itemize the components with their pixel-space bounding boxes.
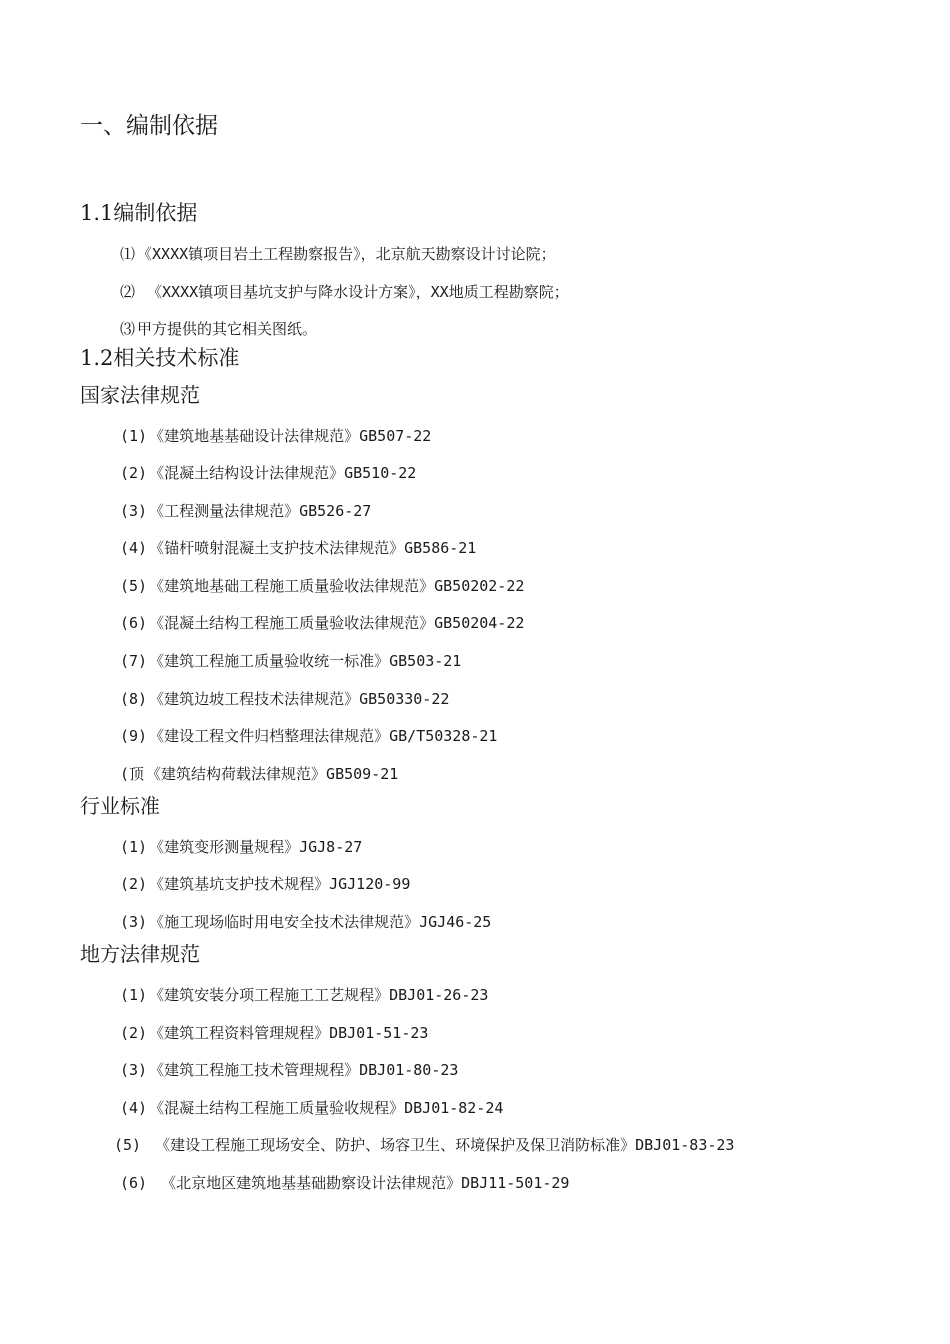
subsection-title-national: 国家法律规范 bbox=[80, 383, 200, 407]
subsection-title-local: 地方法律规范 bbox=[80, 942, 200, 966]
list-item-number: ⑴ bbox=[120, 245, 136, 263]
list-item-text: 《混凝土结构设计法律规范》GB510-22 bbox=[149, 464, 417, 482]
list-item-number: (6) bbox=[120, 614, 148, 632]
list-item bbox=[120, 1172, 569, 1194]
list-item-number: (1) bbox=[120, 986, 148, 1004]
list-item bbox=[120, 243, 556, 265]
list-item bbox=[120, 650, 461, 672]
list-item-number: (7) bbox=[120, 652, 148, 670]
list-item bbox=[120, 725, 497, 747]
list-item-text: 《建筑变形测量规程》JGJ8-27 bbox=[149, 838, 363, 856]
list-item-number: (2) bbox=[120, 875, 148, 893]
section-title-1-2: 1.2相关技术标准 bbox=[80, 346, 240, 370]
section-title-1-1: 1.1编制依据 bbox=[80, 201, 198, 225]
list-item-number: (3) bbox=[120, 913, 148, 931]
list-item-text: 《工程测量法律规范》GB526-27 bbox=[149, 502, 372, 520]
list-item-text: 《建筑工程施工技术管理规程》DBJ01-80-23 bbox=[149, 1061, 459, 1079]
list-item-text: 《建筑工程资料管理规程》DBJ01-51-23 bbox=[149, 1024, 429, 1042]
list-item-text: 《混凝土结构工程施工质量验收法律规范》GB50204-22 bbox=[149, 614, 525, 632]
list-item-text: 《建筑边坡工程技术法律规范》GB50330-22 bbox=[149, 690, 450, 708]
list-item-number: (3) bbox=[120, 502, 148, 520]
list-item-text: 《建设工程施工现场安全、防护、场容卫生、环境保护及保卫消防标准》DBJ01-83-23 bbox=[155, 1136, 735, 1154]
list-item bbox=[120, 688, 449, 710]
list-item-text: 《混凝土结构工程施工质量验收规程》DBJ01-82-24 bbox=[149, 1099, 504, 1117]
page-title: 一、编制依据 bbox=[80, 113, 218, 139]
list-item bbox=[120, 1097, 503, 1119]
list-item-text: 《XXXX镇项目岩土工程勘察报告》，北京航天勘察设计讨论院； bbox=[137, 245, 556, 263]
subsection-title-industry: 行业标准 bbox=[80, 794, 160, 818]
list-item bbox=[120, 425, 431, 447]
list-item-number: (5) bbox=[120, 577, 148, 595]
list-item-text: 《建筑地基础工程施工质量验收法律规范》GB50202-22 bbox=[149, 577, 525, 595]
list-item bbox=[120, 873, 410, 895]
list-item bbox=[120, 318, 317, 340]
list-item-number: (2) bbox=[120, 464, 148, 482]
list-item-number: (2) bbox=[120, 1024, 148, 1042]
list-item-text: 《XXXX镇项目基坑支护与降水设计方案》，XX地质工程勘察院； bbox=[147, 283, 569, 301]
list-item bbox=[120, 763, 398, 785]
list-item bbox=[120, 984, 488, 1006]
list-item-number: (8) bbox=[120, 690, 148, 708]
list-item-text: 《建筑安装分项工程施工工艺规程》DBJ01-26-23 bbox=[149, 986, 489, 1004]
list-item-text: 《施工现场临时用电安全技术法律规范》JGJ46-25 bbox=[149, 913, 492, 931]
list-item-number: (3) bbox=[120, 1061, 148, 1079]
list-item-text: 《锚杆喷射混凝土支护技术法律规范》GB586-21 bbox=[149, 539, 477, 557]
list-item-text: 《北京地区建筑地基基础勘察设计法律规范》DBJ11-501-29 bbox=[161, 1174, 570, 1192]
list-item-text: 《建设工程文件归档整理法律规范》GB/T50328-21 bbox=[149, 727, 498, 745]
list-item-number: (1) bbox=[120, 427, 148, 445]
list-item-number: (6) bbox=[120, 1174, 148, 1192]
list-item-text: 《建筑基坑支护技术规程》JGJ120-99 bbox=[149, 875, 411, 893]
list-item bbox=[120, 1059, 458, 1081]
list-item-text: 甲方提供的其它相关图纸。 bbox=[137, 320, 318, 338]
list-item-number: (1) bbox=[120, 838, 148, 856]
list-item bbox=[120, 462, 416, 484]
list-item-text: 《建筑地基基础设计法律规范》GB507-22 bbox=[149, 427, 432, 445]
list-item bbox=[120, 1022, 428, 1044]
list-item bbox=[120, 575, 524, 597]
list-item-number: ⑶ bbox=[120, 320, 136, 338]
list-item-text: 《建筑结构荷载法律规范》GB509-21 bbox=[146, 765, 399, 783]
list-item bbox=[120, 836, 362, 858]
list-item bbox=[120, 500, 371, 522]
list-item bbox=[120, 537, 476, 559]
list-item bbox=[120, 612, 524, 634]
list-item-number: (顶 bbox=[120, 765, 145, 783]
list-item-number: (4) bbox=[120, 539, 148, 557]
list-item bbox=[114, 1134, 734, 1156]
list-item-number: (4) bbox=[120, 1099, 148, 1117]
list-item-number: (9) bbox=[120, 727, 148, 745]
list-item bbox=[120, 281, 569, 303]
list-item-number: ⑵ bbox=[120, 283, 136, 301]
list-item-text: 《建筑工程施工质量验收统一标准》GB503-21 bbox=[149, 652, 462, 670]
list-item-number: (5) bbox=[114, 1136, 142, 1154]
list-item bbox=[120, 911, 491, 933]
